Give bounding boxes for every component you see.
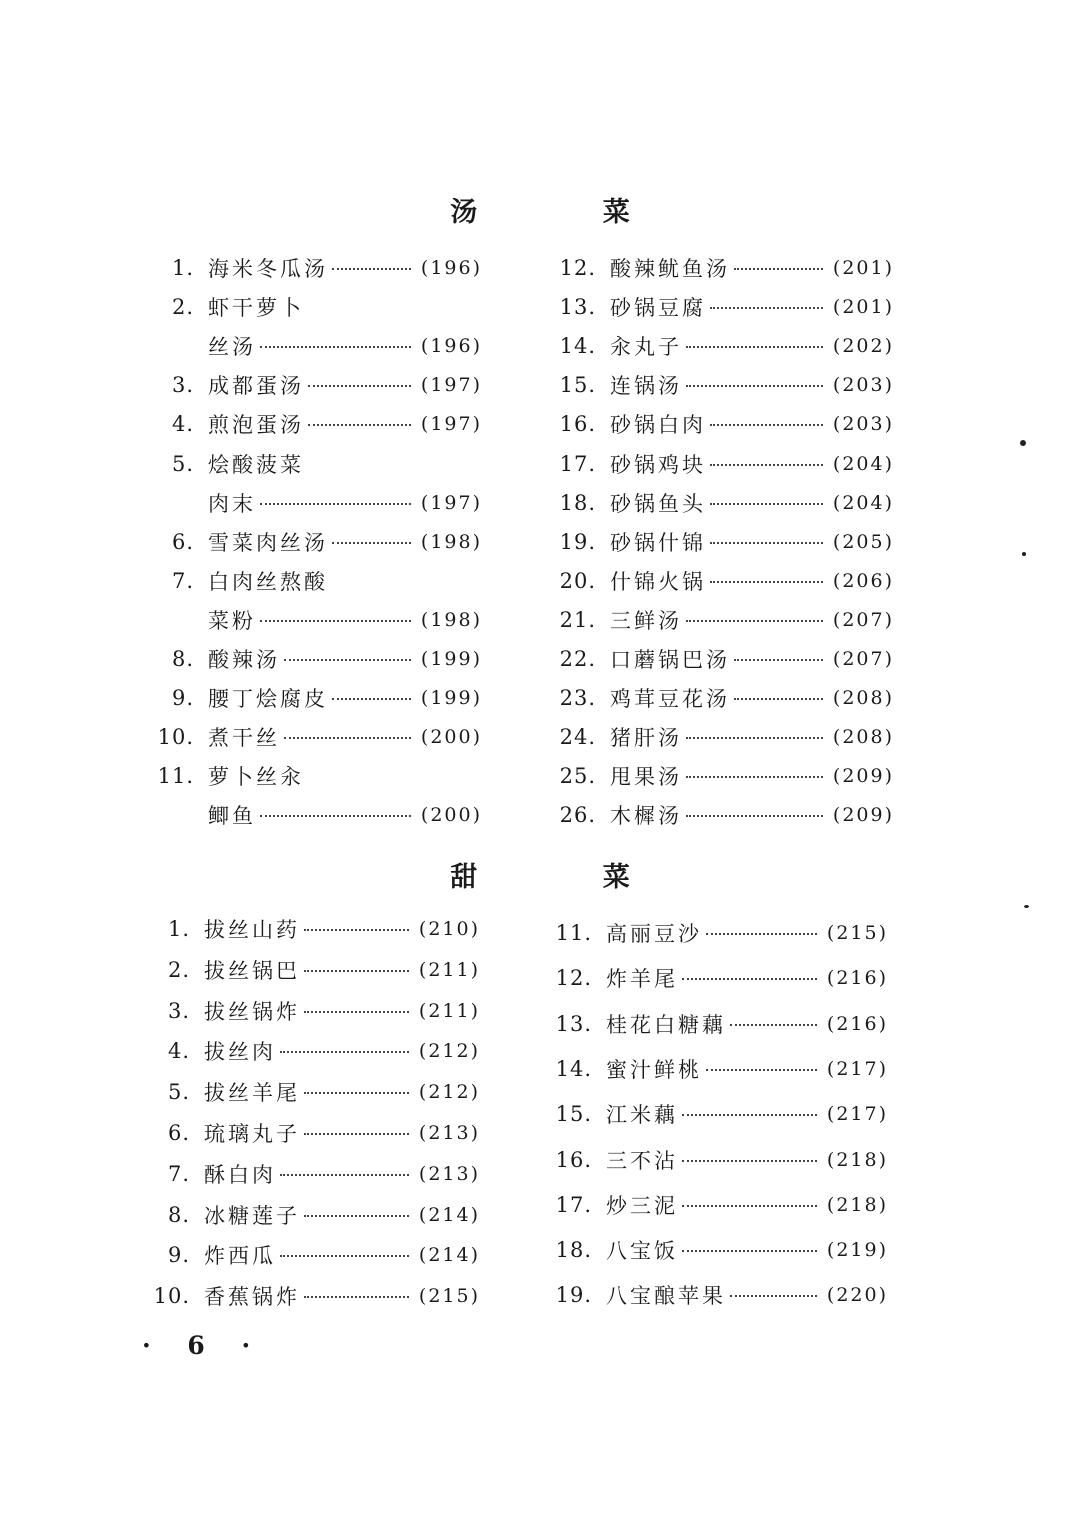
entry-number: 3. [171, 373, 194, 398]
leader-dots [308, 424, 411, 426]
entry-title: 鲫鱼 [208, 804, 256, 829]
toc-row [559, 761, 894, 791]
entry-page-ref: (210) [418, 918, 480, 940]
toc-row [559, 292, 894, 322]
entry-number: 7. [167, 1161, 190, 1186]
entry-page-ref: (199) [420, 687, 482, 710]
scan-speck [1024, 905, 1029, 908]
entry-number: 6. [171, 529, 194, 554]
entry-number: 6. [167, 1121, 190, 1145]
entry-title: 煎泡蛋汤 [208, 413, 304, 438]
entry-page-ref: (218) [826, 1193, 888, 1216]
leader-dots [332, 268, 411, 270]
leader-dots [260, 620, 411, 622]
toc-row [156, 1159, 480, 1189]
toc-row [555, 1009, 888, 1039]
entry-title: 三鲜汤 [610, 608, 682, 633]
entry-title: 砂锅什锦 [610, 530, 706, 555]
leader-dots [304, 1215, 409, 1217]
toc-row [160, 527, 482, 557]
entry-number: 1. [167, 917, 190, 941]
leader-dots [332, 698, 411, 700]
toc-row [156, 1118, 480, 1148]
leader-dots [706, 1069, 817, 1071]
toc-row [156, 1240, 480, 1270]
toc-row [559, 488, 894, 518]
entry-title: 酸辣鱿鱼汤 [610, 257, 730, 281]
entry-page-ref: (200) [420, 804, 482, 827]
entry-title: 白肉丝熬酸 [208, 569, 328, 594]
entry-title: 虾干萝卜 [208, 296, 304, 321]
entry-page-ref: (216) [826, 967, 888, 990]
entry-number: 24. [559, 725, 596, 750]
entry-title: 口蘑锅巴汤 [610, 648, 730, 672]
entry-page-ref: (204) [832, 452, 894, 475]
entry-title: 高丽豆沙 [606, 922, 702, 946]
entry-page-ref: (212) [418, 1040, 480, 1063]
entry-page-ref: (211) [418, 999, 480, 1022]
entry-number: 4. [171, 412, 194, 437]
entry-number: 7. [171, 568, 194, 593]
leader-dots [280, 1174, 409, 1176]
entry-number: 5. [171, 451, 194, 476]
entry-title: 酥白肉 [204, 1162, 276, 1187]
entry-title: 八宝饭 [606, 1239, 678, 1264]
leader-dots [682, 1160, 817, 1162]
entry-title: 连锅汤 [610, 374, 682, 399]
entry-title: 什锦火锅 [610, 569, 706, 594]
entry-number: 16. [555, 1147, 592, 1172]
toc-row [160, 566, 482, 596]
entry-page-ref: (196) [420, 335, 482, 358]
leader-dots [734, 698, 823, 700]
entry-title: 砂锅白肉 [610, 413, 706, 438]
entry-page-ref: (209) [832, 765, 894, 788]
entry-number: 2. [171, 295, 194, 320]
entry-page-ref: (218) [826, 1148, 888, 1171]
toc-row [559, 527, 894, 557]
entry-page-ref: (215) [826, 922, 888, 944]
entry-title: 桂花白糖藕 [606, 1012, 726, 1037]
toc-row [555, 1054, 888, 1084]
entry-number: 1. [171, 256, 194, 280]
entry-page-ref: (203) [832, 413, 894, 436]
toc-row [160, 449, 482, 479]
entry-number: 19. [559, 529, 596, 554]
entry-title: 烩酸菠菜 [208, 452, 304, 477]
entry-page-ref: (205) [832, 530, 894, 553]
leader-dots [304, 970, 409, 972]
toc-row [559, 449, 894, 479]
entry-title: 蜜汁鲜桃 [606, 1057, 702, 1082]
entry-title: 拔丝锅巴 [204, 958, 300, 983]
toc-row [160, 370, 482, 400]
entry-number: 12. [555, 966, 592, 991]
entry-number: 13. [555, 1011, 592, 1036]
entry-page-ref: (208) [832, 687, 894, 710]
toc-row [160, 253, 482, 283]
toc-row [559, 605, 894, 635]
entry-page-ref: (207) [832, 608, 894, 631]
toc-row [156, 1077, 480, 1107]
leader-dots [686, 346, 823, 348]
entry-title: 腰丁烩腐皮 [208, 687, 328, 712]
entry-title: 三不沾 [606, 1148, 678, 1173]
entry-page-ref: (204) [832, 491, 894, 514]
toc-row [559, 800, 894, 830]
entry-page-ref: (202) [832, 335, 894, 358]
toc-row [160, 605, 482, 635]
leader-dots [730, 1024, 817, 1026]
entry-title: 拔丝锅炸 [204, 999, 300, 1024]
entry-page-ref: (215) [418, 1285, 480, 1308]
entry-page-ref: (197) [420, 491, 482, 514]
leader-dots [304, 1133, 409, 1135]
leader-dots [686, 815, 823, 817]
toc-row [559, 331, 894, 361]
entry-page-ref: (213) [418, 1162, 480, 1185]
toc-row [555, 1099, 888, 1129]
entry-number: 20. [559, 568, 596, 593]
leader-dots [734, 659, 823, 661]
toc-row [160, 800, 482, 830]
leader-dots [304, 1011, 409, 1013]
leader-dots [710, 464, 823, 466]
entry-title: 丝汤 [208, 335, 256, 360]
leader-dots [682, 978, 817, 980]
entry-number: 26. [559, 803, 596, 828]
entry-page-ref: (208) [832, 726, 894, 749]
leader-dots [332, 542, 411, 544]
entry-title: 八宝酿苹果 [606, 1284, 726, 1309]
toc-row [555, 1235, 888, 1265]
entry-page-ref: (200) [420, 726, 482, 749]
entry-title: 砂锅鱼头 [610, 491, 706, 516]
leader-dots [280, 1051, 409, 1053]
section-title-soup: 汤 菜 [450, 197, 688, 228]
entry-number: 17. [555, 1192, 592, 1217]
entry-page-ref: (209) [832, 804, 894, 827]
entry-page-ref: (219) [826, 1239, 888, 1262]
leader-dots [710, 581, 823, 583]
entry-page-ref: (201) [832, 257, 894, 279]
entry-title: 雪菜肉丝汤 [208, 530, 328, 555]
toc-row [559, 370, 894, 400]
entry-page-ref: (196) [420, 257, 482, 279]
entry-title: 香蕉锅炸 [204, 1285, 300, 1310]
toc-row [559, 566, 894, 596]
entry-number: 17. [559, 451, 596, 476]
entry-page-ref: (214) [418, 1203, 480, 1226]
leader-dots [682, 1114, 817, 1116]
entry-title: 肉末 [208, 491, 256, 516]
toc-row [156, 996, 480, 1026]
entry-page-ref: (198) [420, 530, 482, 553]
leader-dots [686, 620, 823, 622]
entry-title: 菜粉 [208, 608, 256, 633]
entry-number: 23. [559, 686, 596, 711]
entry-number: 10. [157, 725, 194, 750]
toc-row [160, 331, 482, 361]
entry-number: 3. [167, 998, 190, 1023]
leader-dots [682, 1205, 817, 1207]
section-title-sweet: 甜 菜 [450, 862, 688, 893]
entry-title: 酸辣汤 [208, 648, 280, 672]
entry-number: 5. [167, 1080, 190, 1105]
entry-page-ref: (199) [420, 648, 482, 670]
entry-number: 22. [559, 647, 596, 671]
entry-title: 炸西瓜 [204, 1244, 276, 1269]
leader-dots [686, 385, 823, 387]
entry-page-ref: (212) [418, 1081, 480, 1104]
leader-dots [304, 929, 409, 931]
entry-number: 15. [555, 1102, 592, 1127]
toc-row [555, 963, 888, 993]
entry-page-ref: (203) [832, 374, 894, 397]
entry-number: 2. [167, 957, 190, 982]
entry-number: 25. [559, 764, 596, 789]
leader-dots [308, 385, 411, 387]
toc-row [160, 292, 482, 322]
entry-number: 11. [555, 921, 592, 945]
entry-number: 11. [157, 764, 194, 789]
leader-dots [284, 737, 411, 739]
leader-dots [284, 659, 411, 661]
entry-title: 木樨汤 [610, 804, 682, 829]
entry-page-ref: (198) [420, 608, 482, 631]
entry-title: 萝卜丝汆 [208, 765, 304, 790]
entry-title: 煮干丝 [208, 726, 280, 751]
entry-page-ref: (213) [418, 1122, 480, 1144]
toc-row [160, 409, 482, 439]
leader-dots [260, 503, 411, 505]
scan-speck [1020, 440, 1026, 446]
toc-row [157, 761, 482, 791]
entry-number: 12. [559, 256, 596, 280]
entry-page-ref: (201) [832, 296, 894, 319]
entry-number: 16. [559, 412, 596, 437]
entry-number: 15. [559, 373, 596, 398]
toc-row [559, 722, 894, 752]
entry-title: 海米冬瓜汤 [208, 257, 328, 281]
toc-row [555, 918, 888, 948]
entry-page-ref: (217) [826, 1103, 888, 1126]
toc-row [555, 1145, 888, 1175]
toc-row [156, 1036, 480, 1066]
toc-row [153, 1281, 480, 1311]
entry-title: 琉璃丸子 [204, 1122, 300, 1146]
leader-dots [706, 933, 817, 935]
entry-title: 汆丸子 [610, 335, 682, 360]
entry-number: 14. [559, 334, 596, 359]
leader-dots [280, 1255, 409, 1257]
leader-dots [710, 424, 823, 426]
entry-number: 18. [559, 490, 596, 515]
entry-number: 9. [167, 1243, 190, 1268]
toc-row [559, 683, 894, 713]
toc-row [160, 683, 482, 713]
entry-number: 8. [167, 1202, 190, 1227]
entry-page-ref: (197) [420, 413, 482, 436]
entry-title: 甩果汤 [610, 765, 682, 790]
toc-row [156, 914, 480, 944]
entry-title: 炒三泥 [606, 1193, 678, 1218]
entry-number: 13. [559, 295, 596, 320]
entry-title: 砂锅鸡块 [610, 452, 706, 477]
entry-title: 拔丝山药 [204, 918, 300, 942]
entry-page-ref: (207) [832, 648, 894, 670]
entry-number: 14. [555, 1056, 592, 1081]
leader-dots [710, 307, 823, 309]
leader-dots [682, 1250, 817, 1252]
entry-title: 炸羊尾 [606, 967, 678, 992]
entry-title: 拔丝羊尾 [204, 1081, 300, 1106]
leader-dots [686, 776, 823, 778]
entry-title: 猪肝汤 [610, 726, 682, 751]
scan-speck [1022, 552, 1026, 556]
toc-row [555, 1280, 888, 1310]
leader-dots [304, 1092, 409, 1094]
entry-number: 9. [171, 686, 194, 711]
toc-row [559, 409, 894, 439]
entry-title: 成都蛋汤 [208, 374, 304, 399]
entry-number: 4. [167, 1039, 190, 1064]
entry-page-ref: (217) [826, 1057, 888, 1080]
entry-page-ref: (211) [418, 958, 480, 981]
entry-page-ref: (214) [418, 1244, 480, 1267]
toc-row [559, 644, 894, 674]
entry-page-ref: (216) [826, 1012, 888, 1035]
leader-dots [734, 268, 823, 270]
entry-number: 8. [171, 647, 194, 671]
entry-title: 冰糖莲子 [204, 1203, 300, 1228]
toc-row [156, 955, 480, 985]
entry-title: 江米藕 [606, 1103, 678, 1128]
toc-row [157, 722, 482, 752]
entry-title: 砂锅豆腐 [610, 296, 706, 321]
leader-dots [304, 1296, 409, 1298]
toc-row [160, 488, 482, 518]
leader-dots [686, 737, 823, 739]
leader-dots [730, 1295, 817, 1297]
leader-dots [260, 815, 411, 817]
entry-number: 10. [153, 1284, 190, 1309]
leader-dots [710, 503, 823, 505]
entry-title: 鸡茸豆花汤 [610, 687, 730, 712]
entry-page-ref: (220) [826, 1284, 888, 1307]
entry-number: 18. [555, 1238, 592, 1263]
toc-row [555, 1190, 888, 1220]
toc-row [559, 253, 894, 283]
page-number: · 6 · [142, 1331, 265, 1360]
leader-dots [260, 346, 411, 348]
entry-page-ref: (197) [420, 374, 482, 397]
entry-page-ref: (206) [832, 569, 894, 592]
leader-dots [710, 542, 823, 544]
entry-title: 拔丝肉 [204, 1040, 276, 1065]
entry-number: 19. [555, 1283, 592, 1308]
entry-number: 21. [559, 607, 596, 632]
toc-row [156, 1200, 480, 1230]
toc-row [160, 644, 482, 674]
